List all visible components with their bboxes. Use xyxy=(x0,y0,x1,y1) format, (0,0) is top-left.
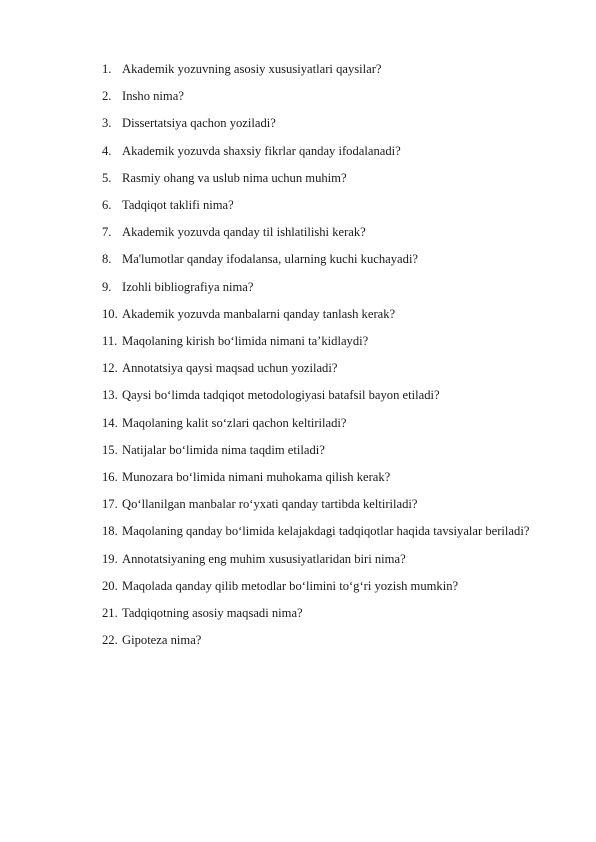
question-number: 18. xyxy=(102,524,118,539)
question-text: Tadqiqotning asosiy maqsadi nima? xyxy=(122,606,303,621)
list-item xyxy=(102,464,542,491)
list-item xyxy=(102,437,542,464)
list-item xyxy=(102,546,542,573)
list-item xyxy=(102,165,542,192)
question-number: 9. xyxy=(102,279,112,294)
question-number: 22. xyxy=(102,633,118,648)
question-text: Maqolaning kalit so‘zlari qachon keltiriladi? xyxy=(122,415,347,430)
question-number: 7. xyxy=(102,225,112,240)
list-item xyxy=(102,518,542,545)
question-number: 1. xyxy=(102,62,112,76)
list-item xyxy=(102,110,542,137)
question-text: Qaysi bo‘limda tadqiqot metodologiyasi batafsil bayon etiladi? xyxy=(122,388,440,403)
question-number: 16. xyxy=(102,470,118,485)
list-item xyxy=(102,573,542,600)
question-text: Annotatsiyaning eng muhim xususiyatlaridan biri nima? xyxy=(122,551,406,566)
question-text: Rasmiy ohang va uslub nima uchun muhim? xyxy=(122,170,347,185)
question-number: 20. xyxy=(102,578,118,593)
question-number: 5. xyxy=(102,170,112,185)
question-number: 8. xyxy=(102,252,112,267)
list-item xyxy=(102,355,542,382)
question-text: Akademik yozuvda shaxsiy fikrlar qanday ifodalanadi? xyxy=(122,143,401,158)
list-item xyxy=(102,83,542,110)
question-number: 11. xyxy=(102,334,118,349)
list-item xyxy=(102,274,542,301)
question-text: Maqolaning qanday bo‘limida kelajakdagi tadqiqotlar haqida tavsiyalar beriladi? xyxy=(122,524,530,539)
list-item xyxy=(102,600,542,627)
question-text: Akademik yozuvda qanday til ishlatilishi kerak? xyxy=(122,225,366,240)
list-item xyxy=(102,301,542,328)
question-text: Ma'lumotlar qanday ifodalansa, ularning kuchi kuchayadi? xyxy=(122,252,419,267)
question-number: 15. xyxy=(102,442,118,457)
list-item xyxy=(102,627,542,654)
list-item xyxy=(102,56,542,83)
question-number: 17. xyxy=(102,497,118,512)
question-number: 6. xyxy=(102,198,112,213)
question-text: Tadqiqot taklifi nima? xyxy=(122,198,234,213)
question-list xyxy=(102,56,542,654)
question-text: Gipoteza nima? xyxy=(122,633,202,648)
question-text: Maqolaning kirish bo‘limida nimani ta’kidlaydi? xyxy=(122,334,369,349)
question-text: Qo‘llanilgan manbalar ro‘yxati qanday tartibda keltiriladi? xyxy=(122,497,418,512)
list-item xyxy=(102,138,542,165)
question-number: 12. xyxy=(102,361,118,376)
question-number: 19. xyxy=(102,551,118,566)
question-number: 2. xyxy=(102,89,112,104)
question-number: 21. xyxy=(102,606,118,621)
question-text: Insho nima? xyxy=(122,89,184,104)
list-item xyxy=(102,382,542,409)
question-text: Akademik yozuvda manbalarni qanday tanlash kerak? xyxy=(122,306,396,321)
question-number: 10. xyxy=(102,306,118,321)
list-item xyxy=(102,410,542,437)
question-text: Annotatsiya qaysi maqsad uchun yoziladi? xyxy=(122,361,338,376)
question-text: Maqolada qanday qilib metodlar bo‘limini to‘g‘ri yozish mumkin? xyxy=(122,578,459,593)
list-item xyxy=(102,328,542,355)
question-number: 13. xyxy=(102,388,118,403)
list-item xyxy=(102,491,542,518)
list-item xyxy=(102,246,542,273)
question-text: Izohli bibliografiya nima? xyxy=(122,279,254,294)
question-number: 14. xyxy=(102,415,118,430)
question-text: Dissertatsiya qachon yoziladi? xyxy=(122,116,276,131)
question-text: Munozara bo‘limida nimani muhokama qilish kerak? xyxy=(122,470,391,485)
question-text: Natijalar bo‘limida nima taqdim etiladi? xyxy=(122,442,325,457)
list-item xyxy=(102,219,542,246)
question-number: 3. xyxy=(102,116,112,131)
list-item xyxy=(102,192,542,219)
question-number: 4. xyxy=(102,143,112,158)
question-text: Akademik yozuvning asosiy xususiyatlari qaysilar? xyxy=(122,62,382,76)
